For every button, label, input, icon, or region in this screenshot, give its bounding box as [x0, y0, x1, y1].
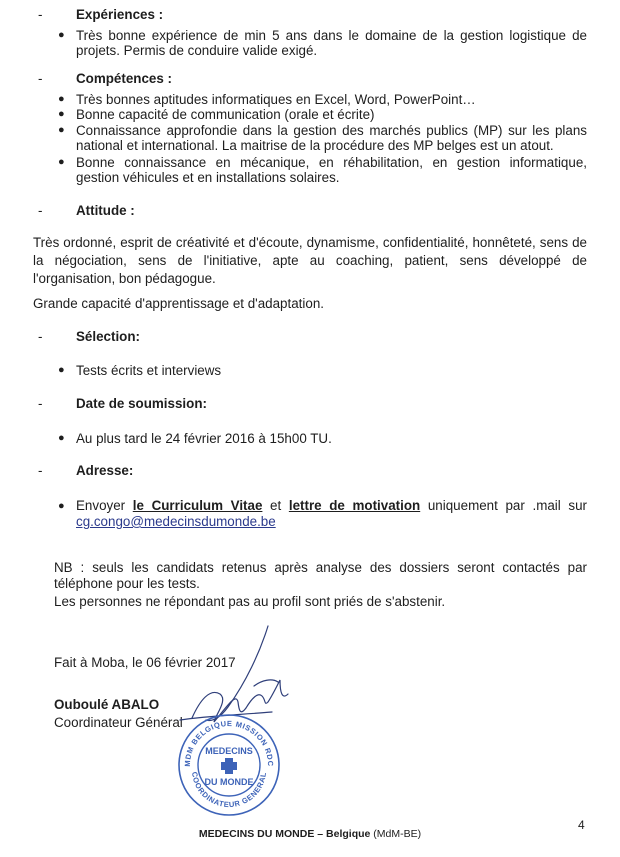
attitude-paragraph-2: Grande capacité d'apprentissage et d'adaptation.	[33, 296, 324, 311]
date-item: Au plus tard le 24 février 2016 à 15h00 TU.	[76, 431, 332, 446]
competences-item: Connaissance approfondie dans la gestion des marchés publics (MP) sur les plans national et international. La maitrise de la procédure des MP belges est un atout.	[76, 123, 587, 153]
attitude-heading: Attitude :	[76, 203, 135, 218]
selection-item: Tests écrits et interviews	[76, 363, 222, 378]
adresse-and: et	[262, 498, 289, 513]
competences-item: Bonne capacité de communication (orale et écrite)	[76, 107, 375, 122]
adresse-heading: Adresse:	[76, 463, 134, 478]
bullet-icon: ●	[58, 364, 65, 376]
selection-heading: Sélection:	[76, 329, 140, 344]
competences-item: Bonne connaissance en mécanique, en réhabilitation, en gestion informatique, gestion véhicules et en installations solaires.	[76, 155, 587, 185]
signatory-title: Coordinateur Général	[54, 715, 183, 730]
page-footer	[0, 828, 620, 840]
section-dash: -	[38, 203, 43, 218]
section-dash: -	[38, 396, 43, 411]
nb-paragraph: NB : seuls les candidats retenus après analyse des dossiers seront contactés par téléphone pour les tests.	[54, 560, 587, 591]
stamp-center-line2: DU MONDE	[204, 777, 254, 787]
stamp-cross-icon	[221, 758, 237, 774]
bullet-icon: ●	[58, 432, 65, 444]
lettre-text: lettre de motivation	[288, 498, 421, 513]
section-dash: -	[38, 463, 43, 478]
bullet-icon: ●	[58, 93, 65, 105]
signatory-name: Ouboulé ABALO	[54, 697, 160, 712]
date-heading: Date de soumission:	[76, 396, 207, 411]
competences-item: Très bonnes aptitudes informatiques en Excel, Word, PowerPoint…	[76, 92, 476, 107]
experiences-item: Très bonne expérience de min 5 ans dans le domaine de la gestion logistique de projets. Permis de conduire valide exigé.	[76, 28, 587, 58]
nb-paragraph-2: Les personnes ne répondant pas au profil sont priés de s'abstenir.	[54, 594, 446, 609]
section-dash: -	[38, 7, 43, 22]
cv-link-text: le Curriculum Vitae	[132, 498, 263, 513]
bullet-icon: ●	[58, 156, 65, 168]
organization-stamp	[176, 712, 282, 818]
experiences-heading: Expériences :	[76, 7, 164, 22]
adresse-prefix: Envoyer	[76, 498, 133, 513]
footer-country: Belgique	[326, 828, 371, 840]
footer-abbr: (MdM-BE)	[370, 828, 422, 840]
stamp-top-text: MDM BELGIQUE MISSION RDC	[182, 718, 276, 767]
email-link[interactable]: cg.congo@medecinsdumonde.be	[76, 514, 276, 529]
adresse-item	[76, 498, 587, 530]
section-dash: -	[38, 71, 43, 86]
bullet-icon: ●	[58, 124, 65, 136]
place-date: Fait à Moba, le 06 février 2017	[54, 655, 236, 670]
adresse-suffix: uniquement par .mail sur	[420, 498, 587, 513]
stamp-bottom-text: COORDINATEUR GENERAL	[189, 771, 269, 810]
footer-org: MEDECINS DU MONDE	[198, 828, 315, 840]
attitude-paragraph: Très ordonné, esprit de créativité et d'écoute, dynamisme, confidentialité, honnêteté, sens de la négociation, sens de l'initiative, apte au coaching, patient, sens développé de l'organisation, bon pédagogue.	[33, 235, 587, 286]
competences-heading: Compétences :	[76, 71, 172, 86]
bullet-icon: ●	[58, 108, 65, 120]
stamp-center-line1: MEDECINS	[205, 746, 253, 756]
footer-sep: –	[314, 828, 327, 840]
bullet-icon: ●	[58, 29, 65, 41]
section-dash: -	[38, 329, 43, 344]
bullet-icon: ●	[58, 500, 65, 512]
page-number: 4	[578, 818, 585, 832]
